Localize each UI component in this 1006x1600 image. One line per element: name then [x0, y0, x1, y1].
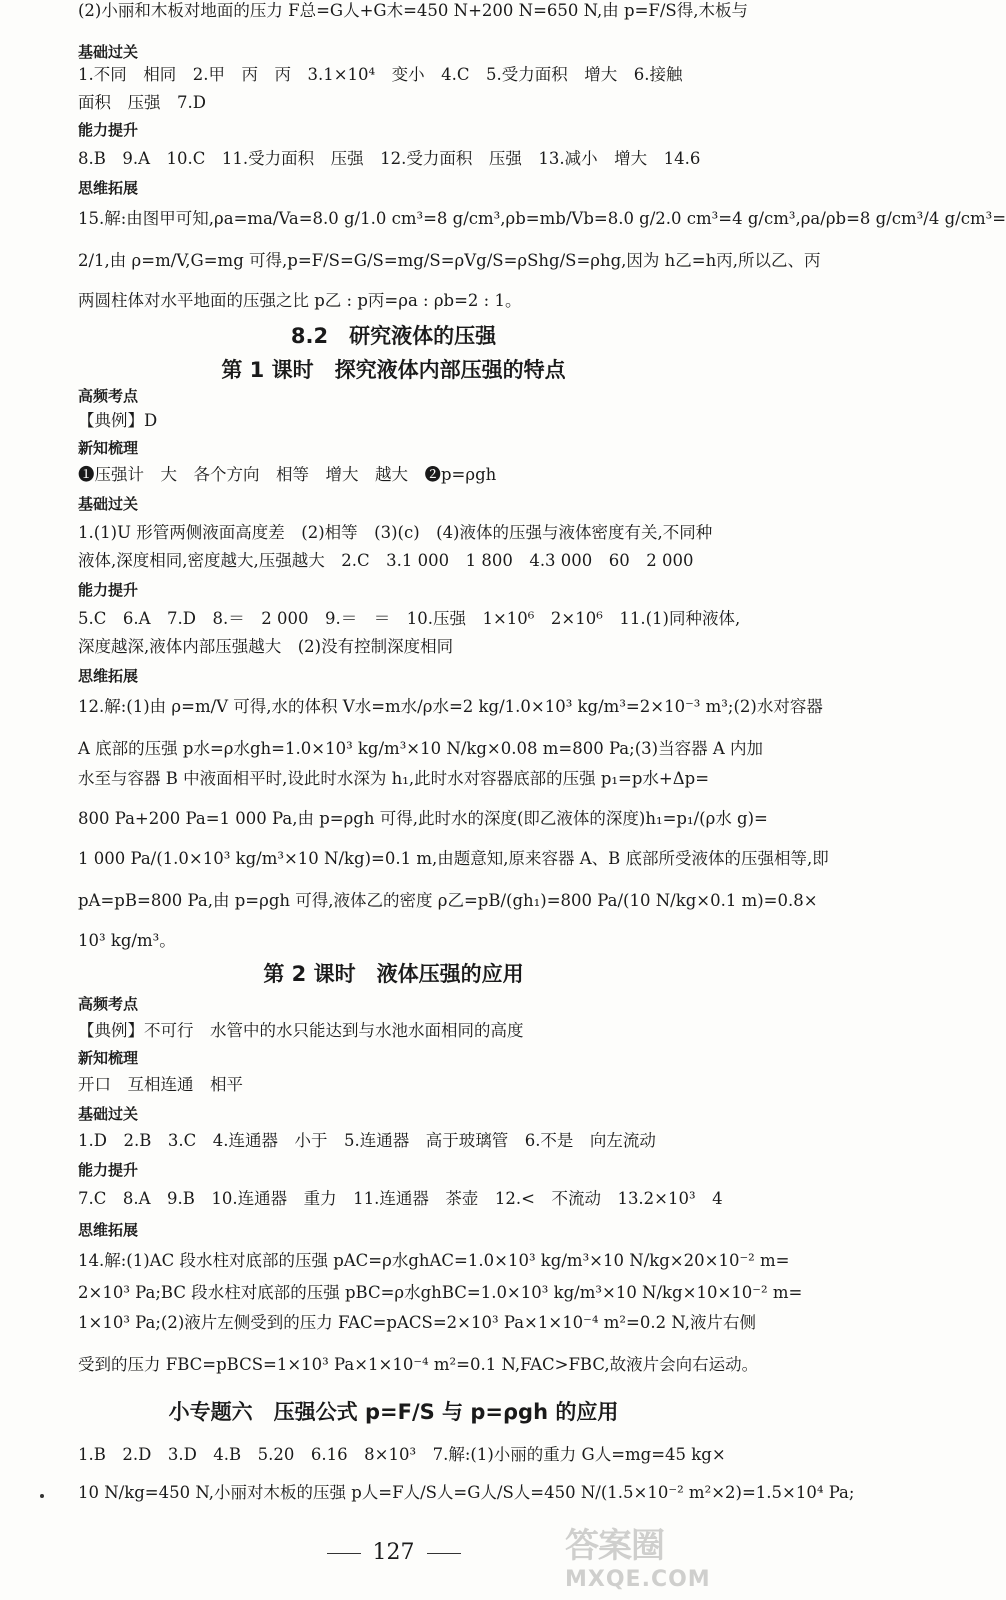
text-line: 面积 压强 7.D — [78, 93, 206, 112]
text-line: 10³ kg/m³。 — [78, 931, 176, 950]
section-label: 基础过关 — [78, 43, 139, 61]
text-line: 两圆柱体对水平地面的压强之比 p乙 : p丙=ρa : ρb=2 : 1。 — [78, 291, 522, 310]
watermark-sub: MXQE.COM — [565, 1567, 711, 1592]
section-title: 第 1 课时 探究液体内部压强的特点 — [221, 358, 566, 382]
section-label: 高频考点 — [78, 995, 139, 1013]
watermark-main: 答案圈 — [565, 1526, 664, 1566]
watermark-logo — [565, 1518, 711, 1592]
text-line: 1×10³ Pa;(2)液片左侧受到的压力 FAC=pACS=2×10³ Pa×1×10⁻⁴ m²=0.2 N,液片右侧 — [78, 1313, 756, 1332]
section-label: 思维拓展 — [78, 667, 139, 685]
text-line: 800 Pa+200 Pa=1 000 Pa,由 p=ρgh 可得,此时水的深度(即乙液体的深度)h₁=p₁/(ρ水 g)= — [78, 809, 768, 828]
text-line: ❶压强计 大 各个方向 相等 增大 越大 ❷p=ρgh — [78, 465, 497, 484]
text-line: 8.B 9.A 10.C 11.受力面积 压强 12.受力面积 压强 13.减小 增大 14.6 — [78, 149, 701, 168]
text-line: 2/1,由 ρ=m/V,G=mg 可得,p=F/S=G/S=mg/S=ρVg/S=ρShg/S=ρhg,因为 h乙=h丙,所以乙、丙 — [78, 251, 821, 270]
section-label: 高频考点 — [78, 387, 139, 405]
text-line: 受到的压力 FBC=pBCS=1×10³ Pa×1×10⁻⁴ m²=0.1 N,FAC>FBC,故液片会向右运动。 — [78, 1355, 759, 1374]
section-title: 第 2 课时 液体压强的应用 — [263, 962, 524, 986]
section-title: 小专题六 压强公式 p=F/S 与 p=ρgh 的应用 — [168, 1400, 619, 1424]
text-line: 深度越深,液体内部压强越大 (2)没有控制深度相同 — [78, 637, 454, 656]
page-number-value: 127 — [372, 1540, 415, 1565]
text-line: 12.解:(1)由 ρ=m/V 可得,水的体积 V水=m水/ρ水=2 kg/1.0×10³ kg/m³=2×10⁻³ m³;(2)水对容器 — [78, 697, 823, 716]
text-line: 5.C 6.A 7.D 8.＝ 2 000 9.＝ ＝ 10.压强 1×10⁶ 2×10⁶ 11.(1)同种液体, — [78, 609, 741, 628]
text-line: A 底部的压强 p水=ρ水gh=1.0×10³ kg/m³×10 N/kg×0.08 m=800 Pa;(3)当容器 A 内加 — [78, 739, 763, 758]
section-label: 思维拓展 — [78, 179, 139, 197]
text-line: 【典例】D — [78, 411, 158, 430]
section-label: 基础过关 — [78, 495, 139, 513]
text-line: 1.(1)U 形管两侧液面高度差 (2)相等 (3)(c) (4)液体的压强与液体密度有关,不同种 — [78, 523, 713, 542]
text-line: 2×10³ Pa;BC 段水柱对底部的压强 pBC=ρ水ghBC=1.0×10³ kg/m³×10 N/kg×10×10⁻² m= — [78, 1283, 803, 1302]
text-line: 【典例】不可行 水管中的水只能达到与水池水面相同的高度 — [78, 1021, 524, 1040]
text-line: 10 N/kg=450 N,小丽对木板的压强 p人=F人/S人=G人/S人=450 N/(1.5×10⁻² m²×2)=1.5×10⁴ Pa; — [78, 1483, 855, 1502]
text-line: (2)小丽和木板对地面的压力 F总=G人+G木=450 N+200 N=650 N,由 p=F/S得,木板与 — [78, 1, 748, 20]
section-label: 新知梳理 — [78, 439, 139, 457]
text-line: 15.解:由图甲可知,ρa=ma/Va=8.0 g/1.0 cm³=8 g/cm³,ρb=mb/Vb=8.0 g/2.0 cm³=4 g/cm³,ρa/ρb=8 g/cm³/4 g/cm³= — [78, 209, 1006, 228]
text-line: 1.D 2.B 3.C 4.连通器 小于 5.连通器 高于玻璃管 6.不是 向左流动 — [78, 1131, 656, 1150]
text-line: 1.B 2.D 3.D 4.B 5.20 6.16 8×10³ 7.解:(1)小丽的重力 G人=mg=45 kg× — [78, 1445, 726, 1464]
page-number-dash-left — [327, 1553, 361, 1554]
text-line: 液体,深度相同,密度越大,压强越大 2.C 3.1 000 1 800 4.3 000 60 2 000 — [78, 551, 694, 570]
section-label: 基础过关 — [78, 1105, 139, 1123]
margin-dot — [40, 1494, 44, 1498]
section-label: 新知梳理 — [78, 1049, 139, 1067]
text-line: pA=pB=800 Pa,由 p=ρgh 可得,液体乙的密度 ρ乙=pB/(gh₁)=800 Pa/(10 N/kg×0.1 m)=0.8× — [78, 891, 818, 910]
text-line: 7.C 8.A 9.B 10.连通器 重力 11.连通器 茶壶 12.< 不流动 13.2×10³ 4 — [78, 1189, 723, 1208]
section-label: 能力提升 — [78, 121, 139, 139]
section-label: 能力提升 — [78, 1161, 139, 1179]
section-label: 能力提升 — [78, 581, 139, 599]
text-line: 1 000 Pa/(1.0×10³ kg/m³×10 N/kg)=0.1 m,由题意知,原来容器 A、B 底部所受液体的压强相等,即 — [78, 849, 829, 868]
text-line: 水至与容器 B 中液面相平时,设此时水深为 h₁,此时水对容器底部的压强 p₁=p水+Δp= — [78, 769, 710, 788]
text-line: 开口 互相连通 相平 — [78, 1075, 243, 1094]
text-line: 14.解:(1)AC 段水柱对底部的压强 pAC=ρ水ghAC=1.0×10³ kg/m³×10 N/kg×20×10⁻² m= — [78, 1251, 790, 1270]
section-label: 思维拓展 — [78, 1221, 139, 1239]
text-line: 1.不同 相同 2.甲 丙 丙 3.1×10⁴ 变小 4.C 5.受力面积 增大 6.接触 — [78, 65, 683, 84]
page-number-dash-right — [427, 1553, 461, 1554]
section-title: 8.2 研究液体的压强 — [290, 324, 497, 348]
